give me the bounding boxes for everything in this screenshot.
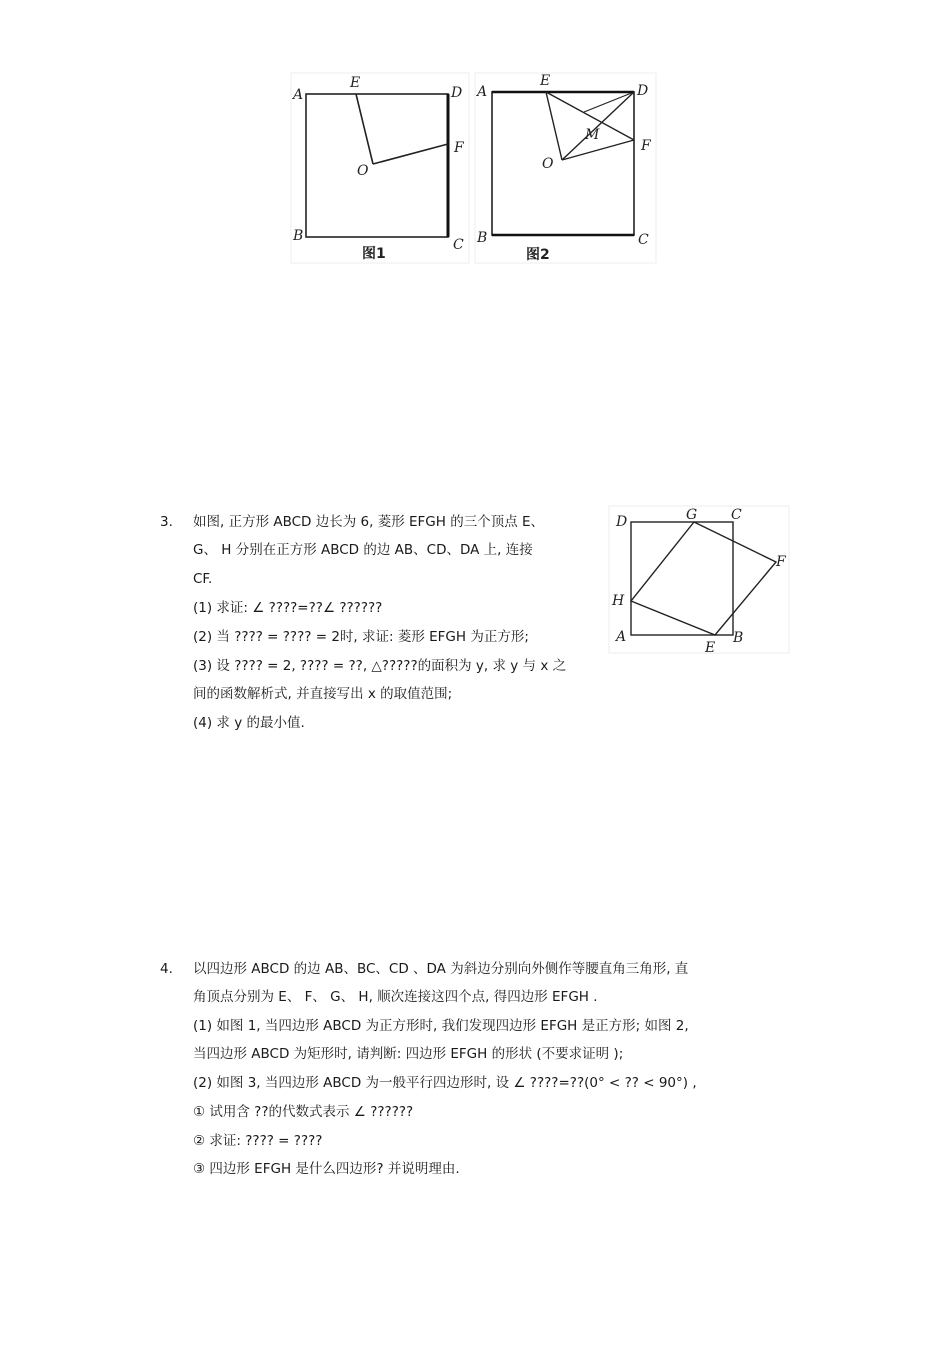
label-o: O [357, 163, 369, 179]
problem4-part-1: (1) 如图 1, 当四边形 ABCD 为正方形时, 我们发现四边形 EFGH 是正方形; 如图 2, [193, 1018, 689, 1034]
problem4-line-2: 角顶点分别为 E、 F、 G、 H, 顺次连接这四个点, 得四边形 EFGH . [193, 989, 598, 1005]
label-f: F [454, 140, 464, 156]
label-d: D [616, 514, 628, 530]
label-o: O [542, 156, 554, 172]
problem4-sub-3: ③ 四边形 EFGH 是什么四边形? 并说明理由. [193, 1161, 460, 1177]
problem3-line-2: G、 H 分别在正方形 ABCD 的边 AB、CD、DA 上, 连接 [193, 542, 533, 558]
label-m: M [585, 127, 600, 143]
label-d: D [451, 85, 463, 101]
label-c: C [731, 507, 742, 523]
label-b: B [477, 230, 488, 246]
figure-1 [290, 72, 470, 264]
label-b: B [293, 228, 304, 244]
label-e: E [540, 73, 551, 89]
label-a: A [293, 87, 304, 103]
problem4-sub-2: ② 求证: ???? = ???? [193, 1133, 323, 1149]
figure-2 [474, 72, 657, 264]
label-f: F [776, 554, 786, 570]
label-d: D [637, 83, 649, 99]
label-b: B [733, 630, 744, 646]
problem3-part-3-cont: 间的函数解析式, 并直接写出 x 的取值范围; [193, 686, 453, 702]
label-g: G [686, 507, 698, 523]
figure-1-caption: 图1 [362, 246, 386, 262]
problem4-part-2: (2) 如图 3, 当四边形 ABCD 为一般平行四边形时, 设 ∠ ????=??(0° < ?? < 90°) , [193, 1075, 697, 1091]
label-c: C [638, 232, 649, 248]
problem3-line-3: CF. [193, 571, 213, 587]
label-a: A [477, 84, 488, 100]
label-a: A [616, 629, 627, 645]
label-f: F [641, 138, 651, 154]
problem3-number: 3. [160, 514, 173, 530]
rhombus-figure [608, 505, 790, 655]
problem4-line-1: 以四边形 ABCD 的边 AB、BC、CD 、DA 为斜边分别向外侧作等腰直角三角形, 直 [193, 961, 689, 977]
label-e: E [705, 640, 716, 655]
problem3-part-4: (4) 求 y 的最小值. [193, 715, 305, 731]
figure-2-caption: 图2 [526, 247, 550, 263]
problem3-line-1: 如图, 正方形 ABCD 边长为 6, 菱形 EFGH 的三个顶点 E、 [193, 514, 545, 530]
problem4-sub-1: ① 试用含 ??的代数式表示 ∠ ?????? [193, 1104, 414, 1120]
problem3-part-1: (1) 求证: ∠ ????=??∠ ?????? [193, 600, 383, 616]
problem4-number: 4. [160, 961, 173, 977]
label-c: C [453, 237, 464, 253]
problem3-part-3: (3) 设 ???? = 2, ???? = ??, △?????的面积为 y, 求 y 与 x 之 [193, 658, 567, 674]
label-e: E [350, 75, 361, 91]
problem4-part-1-cont: 当四边形 ABCD 为矩形时, 请判断: 四边形 EFGH 的形状 (不要求证明 ); [193, 1046, 624, 1062]
problem3-part-2: (2) 当 ???? = ???? = 2时, 求证: 菱形 EFGH 为正方形; [193, 629, 529, 645]
label-h: H [612, 593, 625, 609]
